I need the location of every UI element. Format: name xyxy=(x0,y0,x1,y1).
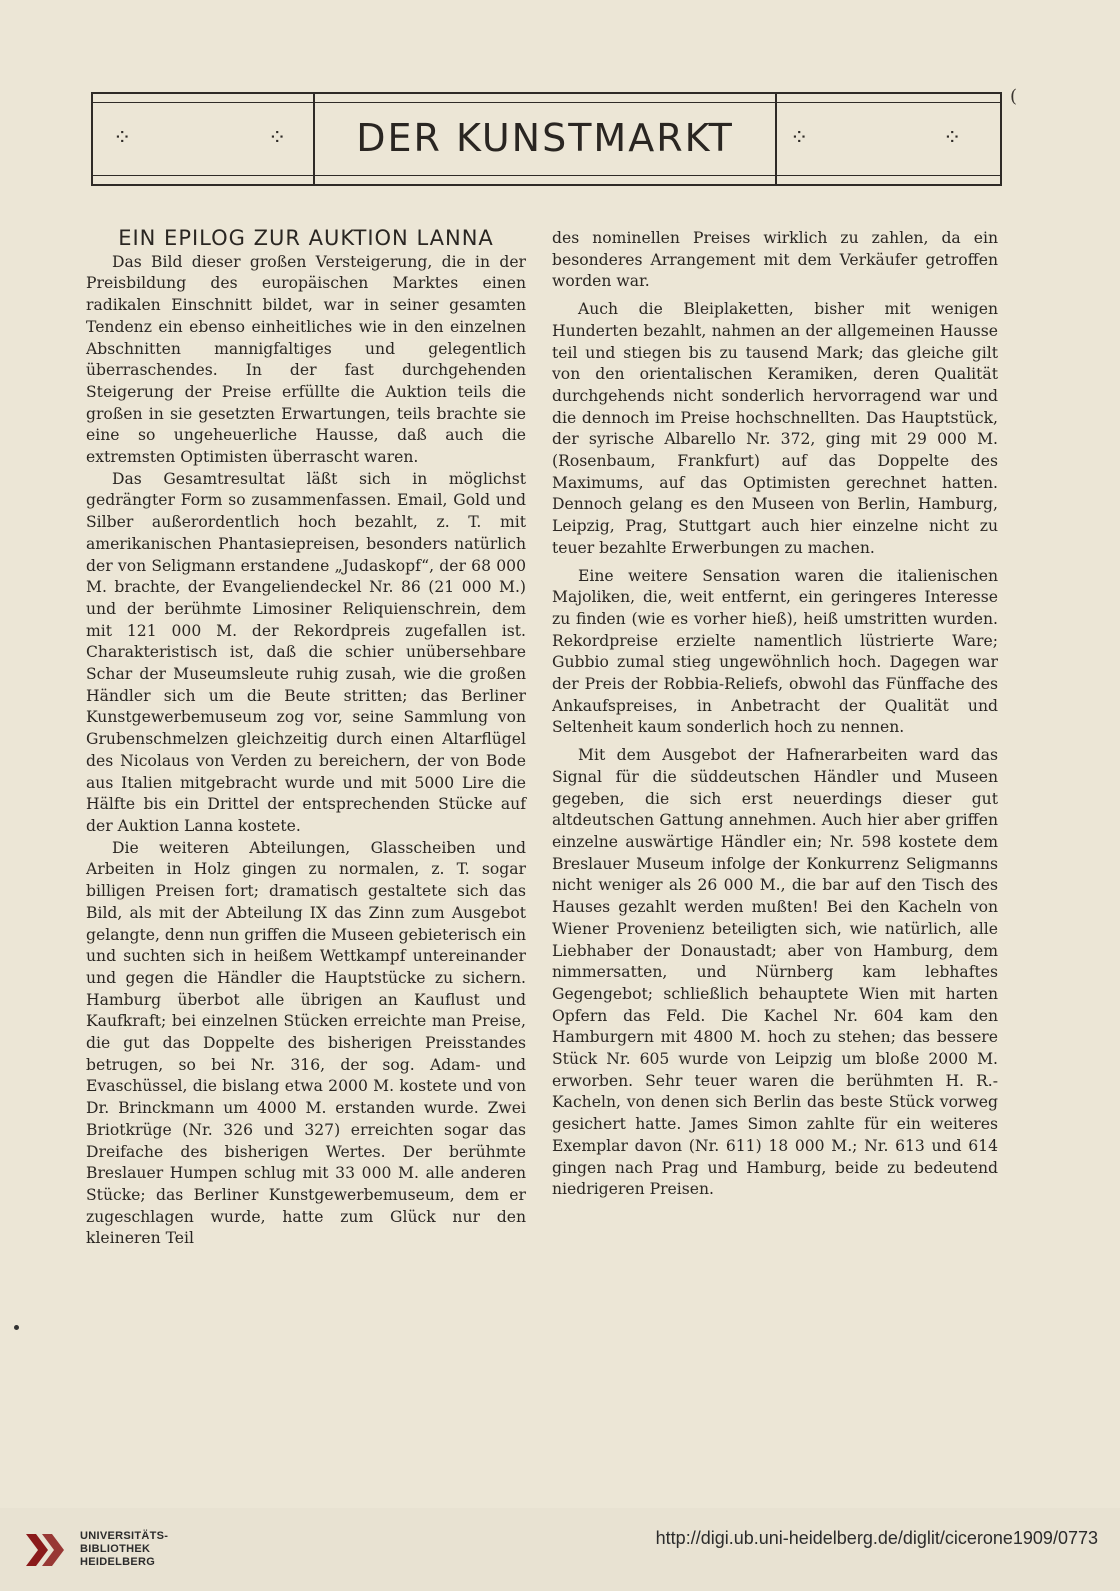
library-name: UNIVERSITÄTS- BIBLIOTHEK HEIDELBERG xyxy=(80,1530,169,1568)
header-divider-right xyxy=(775,94,777,184)
article-heading: EIN EPILOG ZUR AUKTION LANNA xyxy=(118,226,494,250)
section-title: DER KUNSTMARKT xyxy=(356,116,734,160)
paragraph: Das Bild dieser großen Versteigerung, die in der Preisbildung des europäischen Marktes einen radikalen Einschnitt bildet, war in seiner gesamten Tendenz ein ebenso einheitliches wie in den einzelnen Abschnitten mannigfaltiges und gelegentlich überraschendes. In der fast durchgehenden Steigerung der Preise erfüllte die Auktion teils die großen in sie gesetzten Erwartungen, teils brachte sie eine so ungeheuerliche Hausse, daß auch die extremsten Optimisten überrascht waren. xyxy=(86,252,526,467)
paragraph: Mit dem Ausgebot der Hafnerarbeiten ward das Signal für die süddeutschen Händler und Museen gegeben, die sich erst neuerdings dieser gut altdeutschen Gattung annehmen. Auch hier aber griffen einzelne auswärtige Händler ein; Nr. 598 kostete dem Breslauer Museum infolge der Konkurrenz Seligmanns nicht weniger als 26 000 M., die bar auf den Tisch des Hauses gezahlt werden mußten! Bei den Kacheln von Wiener Provenienz beteiligten sich, wie natürlich, alle Liebhaber der Donaustadt; aber von Hamburg, dem nimmersatten, und Nürnberg kam lebhaftes Gegengebot; schließlich behauptete Wien mit harten Opfern das Feld. Die Kachel Nr. 604 kam den Hamburgern mit 4800 M. hoch zu stehen; das bessere Stück Nr. 605 wurde von Leipzig um bloße 2000 M. erworben. Sehr teuer waren die berühmten H. R.-Kacheln, von denen sich Berlin das beste Stück vorweg gesichert hatte. James Simon zahlte für ein weiteres Exemplar davon (Nr. 611) 18 000 M.; Nr. 613 und 614 gingen nach Prag und Hamburg, beide zu bedeutend niedrigeren Preisen. xyxy=(552,746,998,1199)
ornament-icon: ⁘ xyxy=(790,126,809,151)
paragraph-continued: des nominellen Preises wirklich zu zahlen, da ein besonderes Arrangement mit dem Verkäufer getroffen worden war. xyxy=(552,229,998,291)
source-url-link[interactable]: http://digi.ub.uni-heidelberg.de/diglit/cicerone1909/0773 xyxy=(655,1528,1098,1548)
ornament-icon: ⁘ xyxy=(943,126,962,151)
edge-mark: ( xyxy=(1010,86,1018,107)
section-header xyxy=(91,92,1002,186)
paragraph: Die weiteren Abteilungen, Glasscheiben und Arbeiten in Holz gingen zu normalen, z. T. sogar billigen Preisen fort; dramatisch gestaltete sich das Bild, als mit der Abteilung IX das Zinn zum Ausgebot gelangte, denn nun griffen die Museen gebieterisch ein und suchten sich in heißem Wettkampf untereinander und gegen die Händler die Hauptstücke zu sichern. Hamburg überbot alle übrigen an Kauflust und Kaufkraft; bei einzelnen Stücken erreichte man Preise, die gut das Doppelte des bisherigen Preisstandes betrugen, so bei Nr. 316, der sog. Adam- und Evaschüssel, die bislang etwa 2000 M. kostete und von Dr. Brinckmann um 4000 M. erstanden wurde. Zwei Briotkrüge (Nr. 326 und 327) erreichten sogar das Dreifache des bisherigen Wertes. Der berühmte Breslauer Humpen schlug mit 33 000 M. alle anderen Stücke; das Berliner Kunstgewerbemuseum, dem er zugeschlagen wurde, hatte zum Glück nur den kleineren Teil xyxy=(86,838,526,1248)
library-logo-icon xyxy=(22,1526,68,1572)
header-rule-bottom xyxy=(93,175,1000,176)
ornament-icon: ⁘ xyxy=(113,126,132,151)
margin-dot xyxy=(14,1325,19,1330)
paragraph: Auch die Bleiplaketten, bisher mit wenigen Hunderten bezahlt, nahmen an der allgemeinen Hausse teil und stiegen bis zu tausend Mark; das gleiche gilt von den orientalischen Keramiken, deren Qualität durchgehends nicht sonderlich hervorragend war und die dennoch im Preise hochschnellten. Das Hauptstück, der syrische Albarello Nr. 372, ging mit 29 000 M. (Rosenbaum, Frankfurt) auf das Doppelte des Maximums, auf das Optimisten gerechnet hatten. Dennoch gelang es den Museen von Berlin, Hamburg, Leipzig, Prag, Stuttgart auch hier einzelne nicht zu teuer bezahlte Erwerbungen zu machen. xyxy=(552,300,998,557)
header-rule-top xyxy=(93,102,1000,103)
footer-bar xyxy=(0,1508,1120,1591)
ornament-icon: ⁘ xyxy=(268,126,287,151)
left-column xyxy=(86,228,526,1250)
right-column xyxy=(552,228,998,1201)
paragraph: Das Gesamtresultat läßt sich in möglichst gedrängter Form so zusammenfassen. Email, Gold und Silber außerordentlich hoch bezahlt, z. T. mit amerikanischen Phantasiepreisen, besonders natürlich der von Seligmann erstandene „Judaskopf“, der 68 000 M. brachte, der Evangeliendeckel Nr. 86 (21 000 M.) und der berühmte Limosiner Reliquienschrein, dem mit 121 000 M. der Rekordpreis zugefallen ist. Charakteristisch ist, daß die schier unübersehbare Schar der Museumsleute ruhig zusah, wie die großen Händler sich um die Beute stritten; das Berliner Kunstgewerbemuseum zog vor, seine Sammlung von Grubenschmelzen gleichzeitig durch einen Altarflügel des Nicolaus von Verden zu bereichern, der von Bode aus Italien mitgebracht wurde und mit 5000 Lire die Hälfte bis ein Drittel der entsprechenden Stücke auf der Auktion Lanna kostete. xyxy=(86,469,526,835)
paragraph: Eine weitere Sensation waren die italienischen Majoliken, die, weit entfernt, ein geringeres Interesse zu finden (wie es vorher hieß), heiß umstritten wurden. Rekordpreise erzielte namentlich lüstrierte Ware; Gubbio zumal stieg ungewöhnlich hoch. Dagegen war der Preis der Robbia-Reliefs, obwohl das Fünffache des Ankaufspreises, in Anbetracht der Qualität und Seltenheit kaum sonderlich hoch zu nennen. xyxy=(552,566,998,737)
